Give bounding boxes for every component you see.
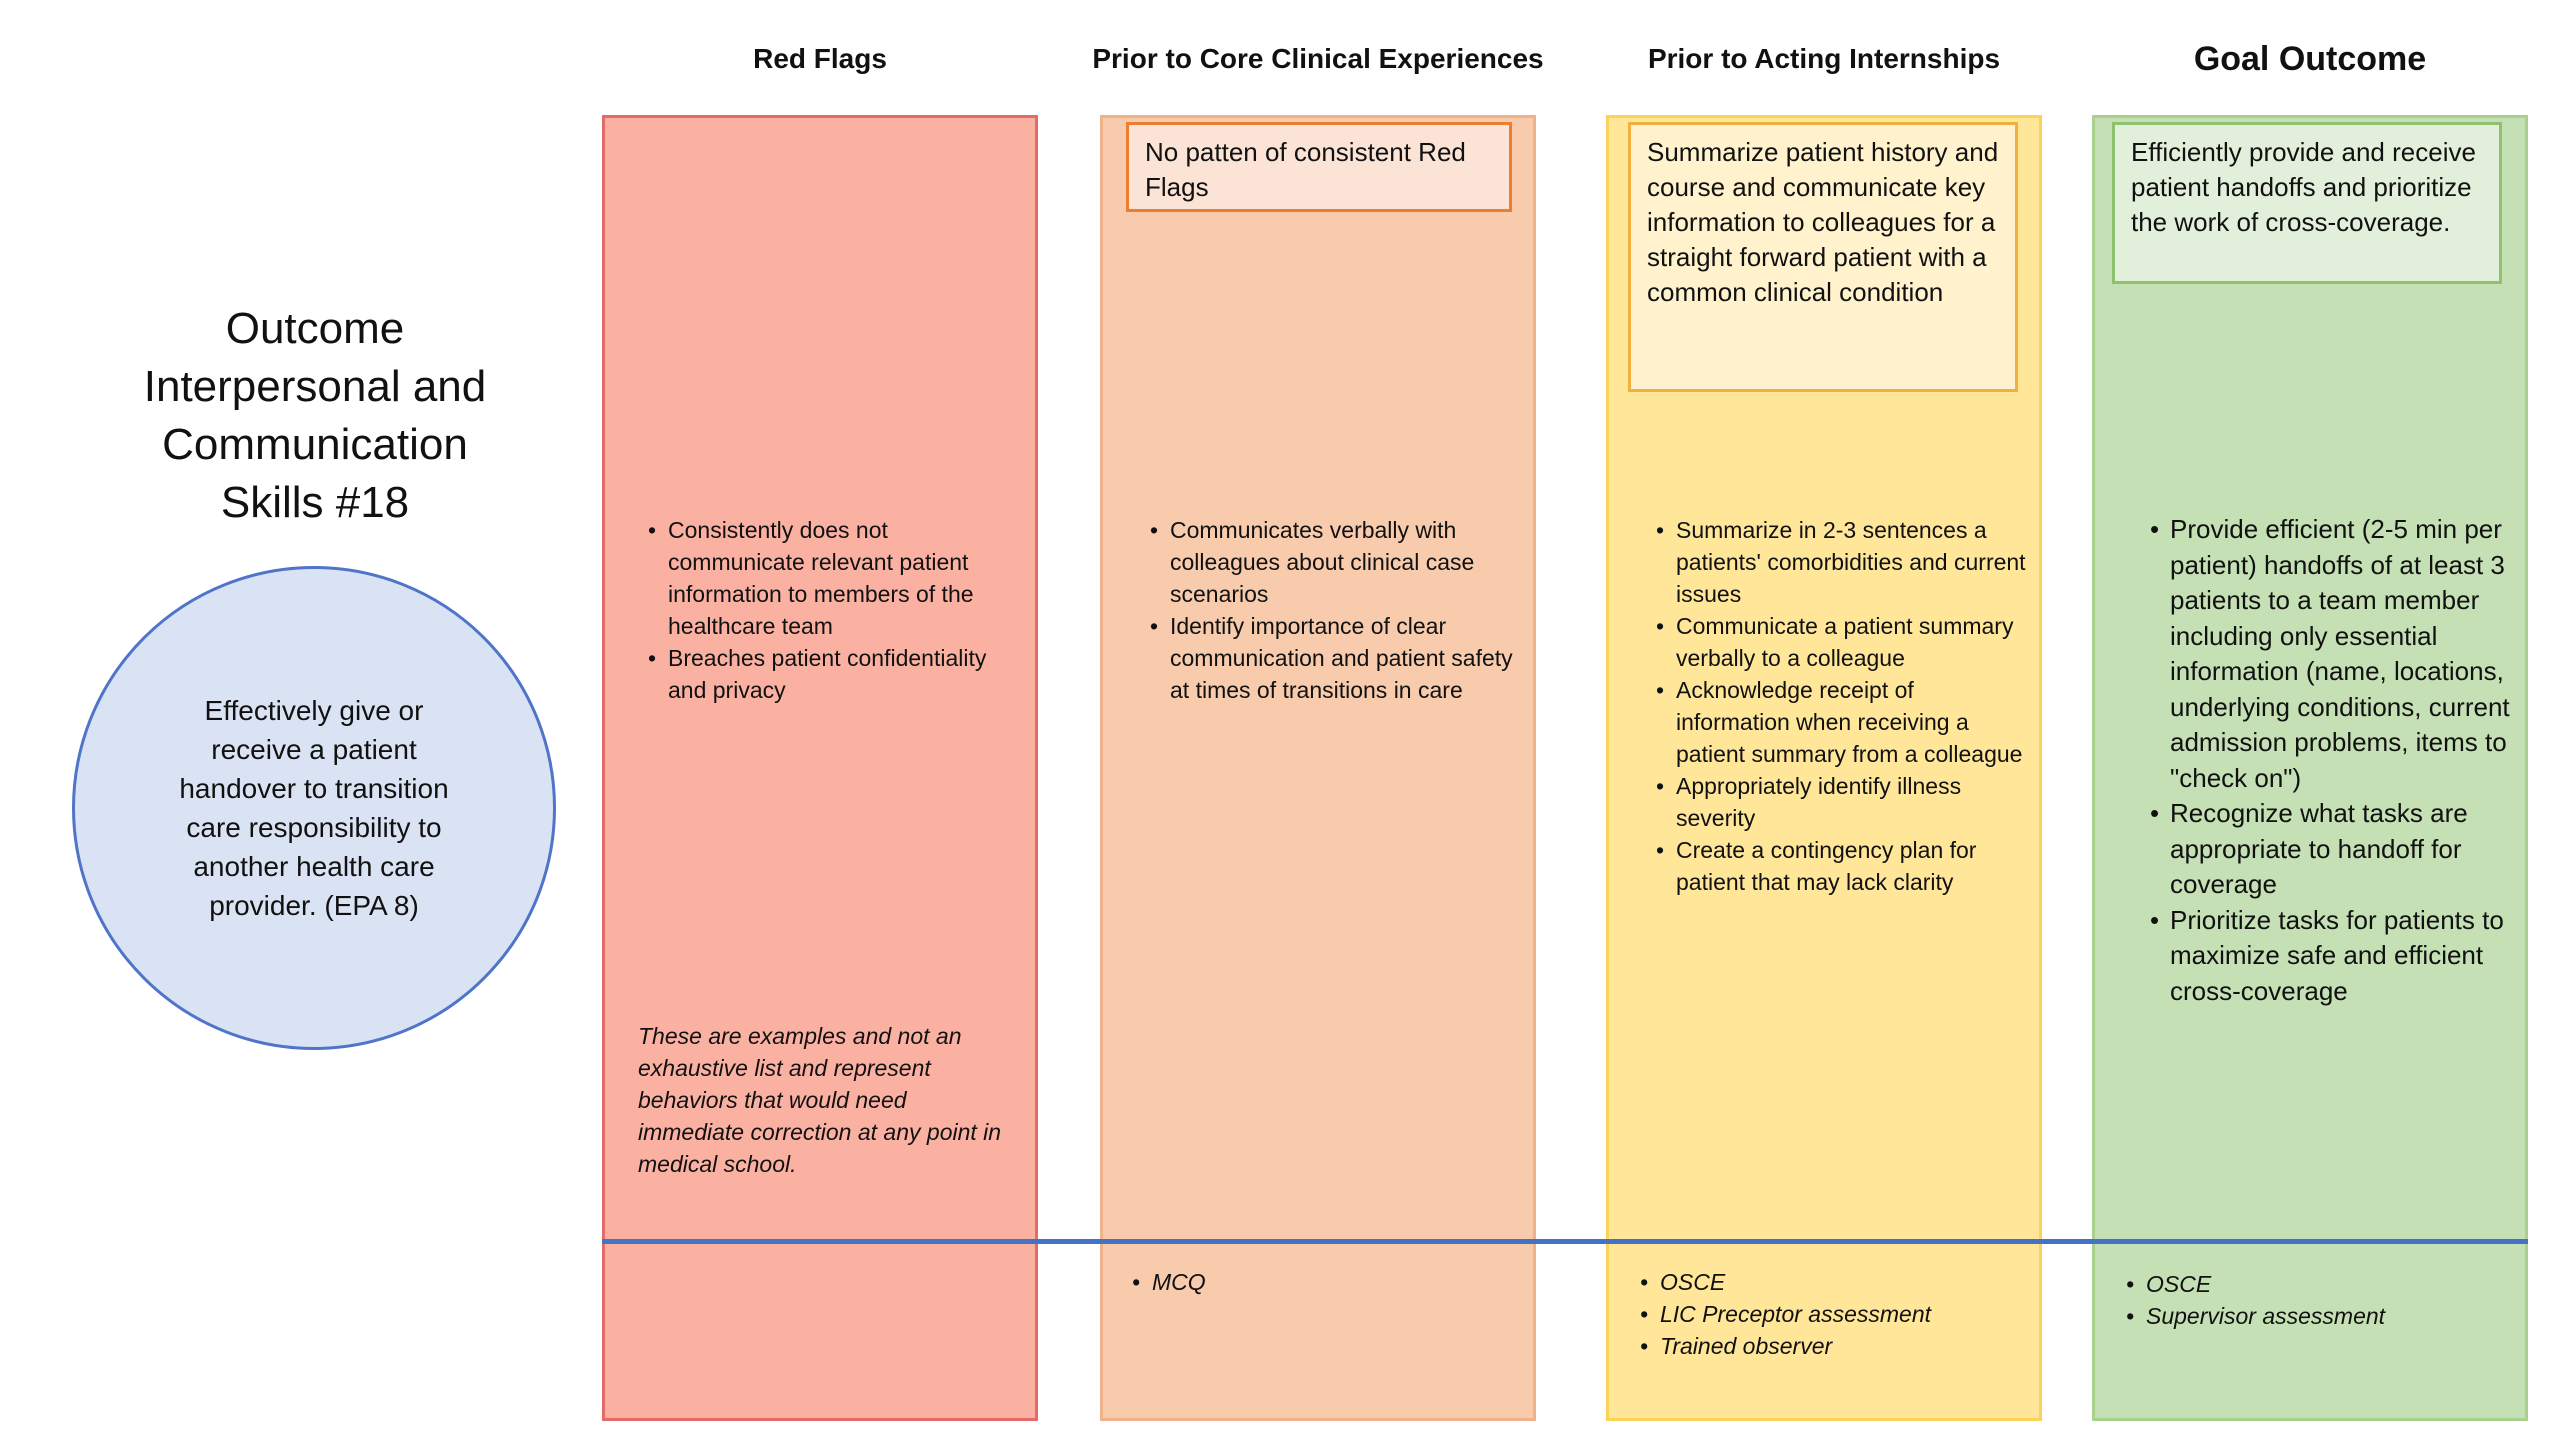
goal-assessments (2126, 1268, 2526, 1332)
list-item: • Provide efficient (2-5 min per patient) handoffs of at least 3 patients to a team member including only essential information (name, locations, underlying conditions, current admission problems, items to "check on") (2170, 512, 2520, 796)
list-item: • Prioritize tasks for patients to maximize safe and efficient cross-coverage (2170, 903, 2520, 1010)
list-item: • Communicates verbally with colleagues about clinical case scenarios (1170, 514, 1520, 610)
list-item: • Supervisor assessment (2146, 1300, 2526, 1332)
header-red-flags: Red Flags (753, 43, 887, 74)
list-item: • MCQ (1152, 1266, 1532, 1298)
header-prior-core: Prior to Core Clinical Experiences (1092, 43, 1544, 74)
goal-outcome-box: Efficiently provide and receive patient handoffs and prioritize the work of cross-coverage. (2112, 122, 2502, 284)
outcome-title (60, 300, 570, 532)
outcome-title-line: Outcome (225, 304, 405, 353)
prior-acting-goal-box: Summarize patient history and course and communicate key information to colleagues for a straight forward patient with a common clinical condition (1628, 122, 2018, 392)
list-item: • OSCE (2146, 1268, 2526, 1300)
red-flags-note: These are examples and not an exhaustive list and represent behaviors that would need immediate correction at any point in medical school. (638, 1023, 1002, 1177)
outcome-description: Effectively give or receive a patient handover to transition care responsibility to another health care provider. (EPA 8) (179, 695, 449, 921)
assessment-divider-line (602, 1239, 2528, 1244)
list-item: • Appropriately identify illness severity (1676, 770, 2026, 834)
outcome-title-line: Communication (162, 420, 468, 469)
column-prior-core (1100, 115, 1536, 1421)
red-flags-list (648, 514, 1013, 706)
list-item: • Trained observer (1660, 1330, 2040, 1362)
outcome-title-line: Interpersonal and (143, 362, 487, 411)
prior-core-list (1150, 514, 1520, 706)
list-item: • Recognize what tasks are appropriate to handoff for coverage (2170, 796, 2520, 903)
header-prior-acting: Prior to Acting Internships (1647, 43, 2001, 74)
list-item: • Communicate a patient summary verbally to a colleague (1676, 610, 2026, 674)
list-item: • Identify importance of clear communication and patient safety at times of transitions in care (1170, 610, 1520, 706)
list-item: • Breaches patient confidentiality and privacy (668, 642, 1013, 706)
header-goal-outcome: Goal Outcome (2193, 39, 2427, 78)
column-red-flags (602, 115, 1038, 1421)
prior-core-goal-box: No patten of consistent Red Flags (1126, 122, 1512, 212)
prior-core-assessments (1132, 1266, 1532, 1298)
list-item: • Create a contingency plan for patient that may lack clarity (1676, 834, 2026, 898)
list-item: • LIC Preceptor assessment (1660, 1298, 2040, 1330)
list-item: • Summarize in 2-3 sentences a patients' comorbidities and current issues (1676, 514, 2026, 610)
goal-outcome-list (2150, 512, 2520, 1009)
list-item: • Acknowledge receipt of information when receiving a patient summary from a colleague (1676, 674, 2026, 770)
prior-acting-list (1656, 514, 2026, 898)
outcome-description-circle (72, 566, 556, 1050)
outcome-title-line: Skills #18 (220, 478, 410, 527)
list-item: • Consistently does not communicate relevant patient information to members of the healthcare team (668, 514, 1013, 642)
prior-acting-assessments (1640, 1266, 2040, 1362)
list-item: • OSCE (1660, 1266, 2040, 1298)
